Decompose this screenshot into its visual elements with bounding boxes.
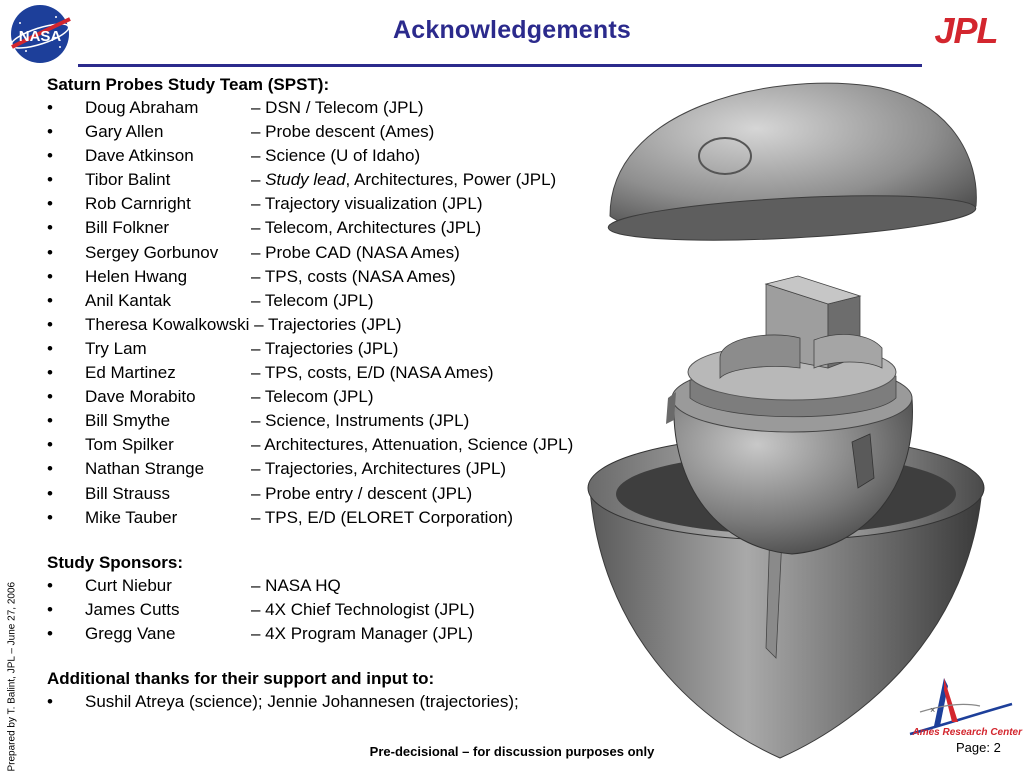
member-role <box>251 506 513 530</box>
ames-research-center-logo <box>900 676 1024 742</box>
member-name: Theresa Kowalkowski – Trajectories (JPL) <box>85 314 402 334</box>
member-name: Bill Smythe <box>85 411 171 431</box>
bullet: • <box>47 483 53 503</box>
bullet: • <box>47 194 53 214</box>
role-text: – Trajectories, Architectures (JPL) <box>251 459 507 479</box>
sponsor-role: – NASA HQ <box>251 575 341 595</box>
role-text: – Trajectory visualization (JPL) <box>251 194 483 214</box>
member-name: Tibor Balint <box>85 170 171 190</box>
team-member-row <box>47 289 647 313</box>
bullet: • <box>47 691 53 711</box>
bullet: • <box>47 435 53 455</box>
team-heading: Saturn Probes Study Team (SPST): <box>47 75 330 94</box>
member-role <box>251 144 420 168</box>
svg-text:JPL: JPL <box>934 14 998 48</box>
thanks-text: Sushil Atreya (science); Jennie Johannesen (trajectories); <box>85 691 519 711</box>
member-role <box>251 289 374 313</box>
bullet: • <box>47 507 53 527</box>
sponsor-row <box>47 622 647 646</box>
role-emphasis: Study lead <box>265 170 346 190</box>
member-role <box>251 265 456 289</box>
side-note: Prepared by T. Balint, JPL – June 27, 2006 <box>6 581 18 772</box>
member-role <box>251 409 469 433</box>
member-role <box>251 96 424 120</box>
jpl-logo <box>912 14 1020 48</box>
member-name: Nathan Strange <box>85 459 205 479</box>
member-role <box>251 482 472 506</box>
team-member-row <box>47 144 647 168</box>
svg-text:Ames Research Center: Ames Research Center <box>912 727 1022 738</box>
member-role <box>251 385 374 409</box>
bullet: • <box>47 363 53 383</box>
member-name: Sergey Gorbunov <box>85 242 219 262</box>
role-text: – Science (U of Idaho) <box>251 146 421 166</box>
bullet: • <box>47 575 53 595</box>
member-role <box>251 337 398 361</box>
team-member-row <box>47 482 647 506</box>
bullet: • <box>47 387 53 407</box>
role-text: – Telecom (JPL) <box>251 290 374 310</box>
team-member-row <box>47 120 647 144</box>
bullet: • <box>47 623 53 643</box>
member-name: Doug Abraham <box>85 98 199 117</box>
list-item <box>47 690 647 714</box>
role-text: , Architectures, Power (JPL) <box>345 170 557 190</box>
member-name: Mike Tauber <box>85 507 178 527</box>
acknowledgements-content <box>47 74 647 714</box>
sponsor-name: James Cutts <box>85 599 180 619</box>
member-role <box>251 168 556 192</box>
sponsor-row <box>47 574 647 598</box>
footer-disclaimer: Pre-decisional – for discussion purposes only <box>369 744 655 759</box>
role-text: – Science, Instruments (JPL) <box>251 411 470 431</box>
bullet: • <box>47 218 53 238</box>
team-member-row <box>47 409 647 433</box>
member-name: Rob Carnright <box>85 194 191 214</box>
bullet: • <box>47 242 53 262</box>
team-member-row <box>47 192 647 216</box>
member-role <box>251 192 482 216</box>
team-member-row <box>47 457 647 481</box>
page-title: Acknowledgements <box>393 16 631 44</box>
role-text: – <box>251 170 266 190</box>
member-name: Try Lam <box>85 338 147 358</box>
bullet: • <box>47 146 53 166</box>
sponsor-row <box>47 598 647 622</box>
bullet: • <box>47 170 53 190</box>
member-name: Anil Kantak <box>85 290 171 310</box>
bullet: • <box>47 599 53 619</box>
team-member-row <box>47 96 647 120</box>
svg-text:NASA: NASA <box>18 28 62 45</box>
member-name: Helen Hwang <box>85 266 188 286</box>
sponsors-heading: Study Sponsors: <box>47 552 184 572</box>
member-name: Bill Strauss <box>85 483 171 503</box>
role-text: – Trajectories (JPL) <box>251 338 399 358</box>
role-text: – TPS, costs, E/D (NASA Ames) <box>251 363 494 383</box>
thanks-heading: Additional thanks for their support and input to: <box>47 668 435 688</box>
team-member-row <box>47 168 647 192</box>
role-text: – Architectures, Attenuation, Science (JPL) <box>251 435 574 455</box>
role-text: – Telecom (JPL) <box>251 387 374 407</box>
team-member-row <box>47 361 647 385</box>
bullet: • <box>47 266 53 286</box>
member-role <box>251 216 481 240</box>
bullet: • <box>47 122 53 142</box>
role-text: – Telecom, Architectures (JPL) <box>251 218 482 238</box>
page-number: Page: 2 <box>956 740 1001 755</box>
team-member-row <box>47 313 647 337</box>
team-member-row <box>47 265 647 289</box>
spacer <box>47 646 647 668</box>
role-text: – Probe CAD (NASA Ames) <box>251 242 460 262</box>
bullet: • <box>47 98 53 117</box>
member-name: Dave Morabito <box>85 387 196 407</box>
member-name: Tom Spilker <box>85 435 174 455</box>
member-role <box>251 120 434 144</box>
bullet: • <box>47 314 53 334</box>
role-text: – TPS, costs (NASA Ames) <box>251 266 456 286</box>
bullet: • <box>47 411 53 431</box>
member-name: Dave Atkinson <box>85 146 194 166</box>
member-role <box>251 457 506 481</box>
role-text: – DSN / Telecom (JPL) <box>251 98 424 117</box>
member-role <box>251 361 493 385</box>
title-divider <box>78 64 922 67</box>
member-name: Ed Martinez <box>85 363 176 383</box>
bullet: • <box>47 459 53 479</box>
team-member-row <box>47 385 647 409</box>
team-list <box>47 96 647 530</box>
bullet: • <box>47 338 53 358</box>
team-member-row <box>47 506 647 530</box>
team-member-row <box>47 433 647 457</box>
sponsor-list <box>47 574 647 646</box>
member-role <box>251 433 573 457</box>
svg-text:×: × <box>930 705 936 715</box>
spacer <box>47 530 647 552</box>
sponsor-role: – 4X Program Manager (JPL) <box>251 623 474 643</box>
member-name: Bill Folkner <box>85 218 170 238</box>
sponsor-name: Curt Niebur <box>85 575 172 595</box>
team-member-row <box>47 337 647 361</box>
team-member-row <box>47 241 647 265</box>
bullet: • <box>47 290 53 310</box>
role-text: – Probe entry / descent (JPL) <box>251 483 473 503</box>
team-member-row <box>47 216 647 240</box>
sponsor-role: – 4X Chief Technologist (JPL) <box>251 599 475 619</box>
role-text: – Probe descent (Ames) <box>251 122 435 142</box>
sponsor-name: Gregg Vane <box>85 623 176 643</box>
member-role <box>251 241 460 265</box>
member-name: Gary Allen <box>85 122 164 142</box>
role-text: – TPS, E/D (ELORET Corporation) <box>251 507 514 527</box>
